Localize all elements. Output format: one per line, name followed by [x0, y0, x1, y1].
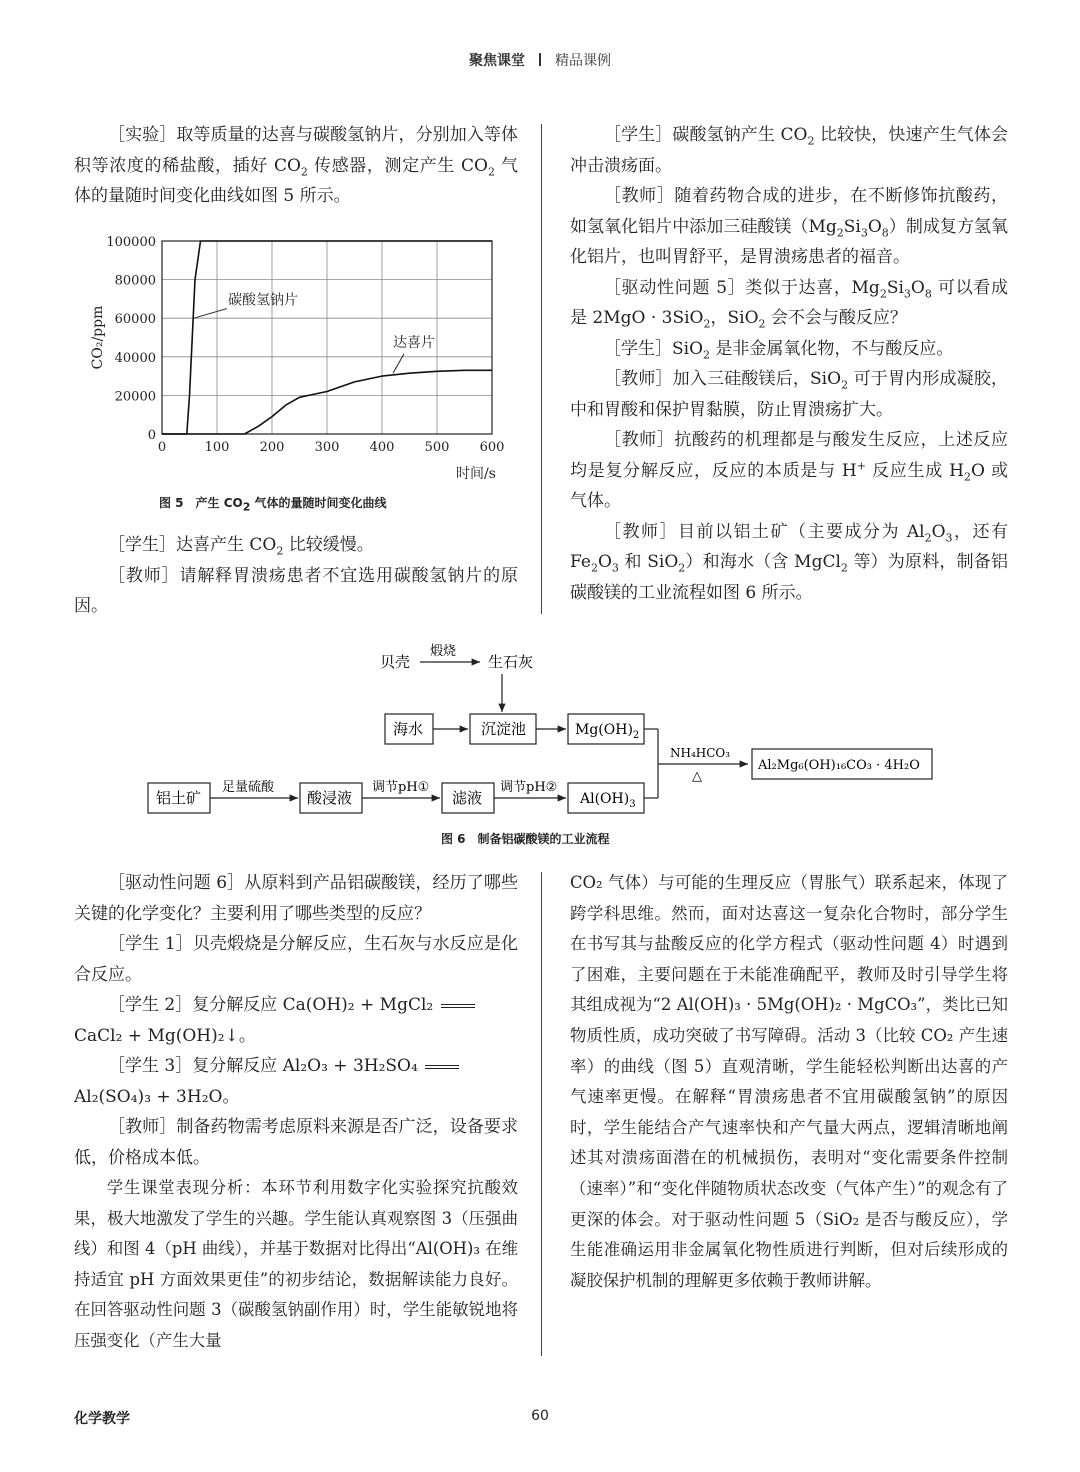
page-number: 60: [531, 1408, 549, 1424]
x-tick-label: 500: [424, 440, 450, 455]
flow-quicklime: 生石灰: [488, 653, 534, 671]
teacher-question-paragraph: ［教师］请解释胃溃疡患者不宜选用碳酸氢钠片的原因。: [74, 565, 518, 616]
flow-adjust-ph1: 调节pH①: [372, 780, 430, 795]
left-top-column-2: [74, 530, 518, 622]
column-divider-top: [541, 124, 542, 614]
flow-product: Al₂Mg₆(OH)₁₆CO₃ · 4H₂O: [758, 758, 920, 773]
legend-hydrotalcite: 达喜片: [393, 335, 435, 352]
x-tick-label: 400: [369, 440, 395, 455]
y-tick-label: 0: [147, 428, 156, 443]
y-axis-label: CO₂/ppm: [90, 305, 106, 370]
right-bottom-column: [570, 868, 1008, 1296]
flow-shell: 贝壳: [380, 653, 411, 671]
x-tick-label: 0: [157, 440, 167, 455]
flow-leach-liquid: 酸浸液: [307, 789, 353, 807]
figure-6-caption: 图 6 制备铝碳酸镁的工业流程: [441, 832, 610, 846]
y-tick-label: 60000: [114, 312, 156, 328]
student-paragraph-slow: ［学生］达喜产生 $CO_2$ 比较缓慢。: [108, 535, 374, 558]
flow-seawater: 海水: [393, 720, 424, 738]
leader-sodium-bicarbonate: [194, 309, 227, 319]
x-axis-label: 时间/s: [456, 466, 496, 482]
legend-sodium-bicarbonate: 碳酸氢钠片: [228, 292, 298, 309]
flow-filtrate: 滤液: [452, 789, 483, 807]
flow-bauxite: 铝土矿: [156, 789, 202, 807]
flow-nh4hco3: NH₄HCO₃: [670, 746, 731, 760]
student-1-paragraph: ［学生 1］贝壳煅烧是分解反应，生石灰与水反应是化合反应。: [74, 934, 518, 985]
performance-analysis-paragraph: 学生课堂表现分析：本环节利用数字化实验探究抗酸效果，极大地激发了学生的兴趣。学生能认真观察图 3（压强曲线）和图 4（pH 曲线），并基于数据对比得出“Al(OH)₃ 在维持适宜 pH 方面效果更佳”的初步结论，数据解读能力良好。在回答驱动性问题 3（碳酸氢钠副作用）时，学生能敏锐地将压强变化（产生大量: [74, 1178, 518, 1350]
student-3-equation-product: Al₂(SO₄)₃ + 3H₂O。: [74, 1086, 240, 1107]
driving-question-6: ［驱动性问题 6］从原料到产品铝碳酸镁，经历了哪些关键的化学变化？主要利用了哪些类型的反应？: [74, 873, 518, 924]
student-paragraph-sio2: ［学生］SiO$_2$ 是非金属氧化物，不与酸反应。: [604, 338, 954, 361]
header-column-name: 聚焦课堂: [469, 53, 525, 69]
student-2-paragraph: ［学生 2］复分解反应 Ca(OH)₂ + MgCl₂: [74, 990, 518, 1021]
teacher-paragraph-mechanism: ［教师］抗酸药的机理都是与酸发生反应，上述反应均是复分解反应，反应的本质是与 H+ 反应生成 $H_2O$ 或气体。: [570, 430, 1009, 511]
x-tick-label: 200: [259, 440, 285, 455]
experiment-paragraph: ［实验］取等质量的达喜与碳酸氢钠片，分别加入等体积等浓度的稀盐酸，插好 $CO_2$ 传感器，测定产生 $CO_2$ 气体的量随时间变化曲线如图 5 所示。: [74, 125, 518, 206]
y-tick-label: 100000: [106, 235, 156, 250]
performance-analysis-continued: CO₂ 气体）与可能的生理反应（胃胀气）联系起来，体现了跨学科思维。然而，面对达喜这一复杂化合物时，部分学生在书写其与盐酸反应的化学方程式（驱动性问题 4）时遇到了困难，主要问题在于未能准确配平，教师及时引导学生将其组成视为“2 Al(OH)₃ · 5Mg(OH)₂ · MgCO₃”，类比已知物质性质，成功突破了书写障碍。活动 3（比较 CO₂ 产生速率）的曲线（图 5）直观清晰，学生能轻松判断出达喜的产气速率更慢。在解释“胃溃疡患者不宜用碳酸氢钠”的原因时，学生能结合产气速率快和产气量大两点，逻辑清晰地阐述其对溃疡面潜在的机械损伤，表明对“变化需要条件控制（速率）”和“变化伴随物质状态改变（气体产生）”的观念有了更深的体会。对于驱动性问题 5（SiO₂ 是否与酸反应），学生能准确运用非金属氧化物性质进行判断，但对后续形成的凝胶保护机制的理解更多依赖于教师讲解。: [570, 873, 1008, 1290]
teacher-cost-paragraph: ［教师］制备药物需考虑原料来源是否广泛，设备要求低，价格成本低。: [74, 1117, 518, 1168]
flow-adjust-ph2: 调节pH②: [500, 780, 558, 795]
teacher-paragraph-gel: ［教师］加入三硅酸镁后，SiO$_2$ 可于胃内形成凝胶，中和胃酸和保护胃黏膜，防止胃溃疡扩大。: [570, 369, 1008, 420]
co2-time-chart: [80, 228, 520, 488]
teacher-paragraph-drug: ［教师］随着药物合成的进步，在不断修饰抗酸药，如氢氧化铝片中添加三硅酸镁$(Mg_2Si_3O_8)$制成复方氢氧化铝片，也叫胃舒平，是胃溃疡患者的福音。: [570, 186, 1009, 267]
student-2-equation-product: CaCl₂ + Mg(OH)₂↓。: [74, 1025, 256, 1046]
flow-calcine: 煅烧: [430, 644, 457, 659]
column-divider-bottom: [541, 872, 542, 1356]
y-tick-label: 40000: [114, 350, 156, 366]
flow-precipitation-tank: 沉淀池: [481, 720, 527, 738]
flow-sulfuric-acid: 足量硫酸: [222, 780, 275, 795]
y-tick-label: 20000: [114, 389, 156, 405]
flow-heat-symbol: △: [692, 769, 702, 784]
running-header: [0, 50, 1080, 70]
student-paragraph-fast: ［学生］碳酸氢钠产生 $CO_2$ 比较快，快速产生气体会冲击溃疡面。: [570, 125, 1008, 176]
left-bottom-column: [74, 868, 518, 1357]
journal-name: 化学教学: [74, 1411, 130, 1427]
flow-mgoh2: $Mg(OH)_2$: [575, 722, 640, 741]
y-tick-label: 80000: [114, 273, 156, 289]
flow-aloh3: $Al(OH)_3$: [580, 791, 636, 810]
student-3-paragraph: ［学生 3］复分解反应 Al₂O₃ + 3H₂SO₄: [74, 1051, 518, 1082]
x-tick-label: 600: [479, 440, 505, 455]
figure-5-caption: 图 5 产生 $CO_2$ 气体的量随时间变化曲线: [159, 496, 387, 514]
driving-question-5: ［驱动性问题 5］类似于达喜，$Mg_2Si_3O_8$ 可以看成是 2MgO · 3SiO$_2$，SiO$_2$ 会不会与酸反应？: [570, 277, 1008, 331]
process-flow-diagram: [140, 636, 950, 826]
teacher-paragraph-process: ［教师］目前以铝土矿（主要成分为 $Al_2O_3$，还有 $Fe_2O_3$ 和 SiO$_2$）和海水（含 MgCl$_2$ 等）为原料，制备铝碳酸镁的工业流程如图 6 所示。: [570, 521, 1009, 603]
right-top-column: [570, 120, 1008, 608]
x-tick-label: 300: [314, 440, 340, 455]
header-separator: [539, 53, 541, 66]
left-top-column: [74, 120, 518, 212]
x-tick-label: 100: [204, 440, 230, 455]
header-section-name: 精品课例: [555, 53, 611, 69]
